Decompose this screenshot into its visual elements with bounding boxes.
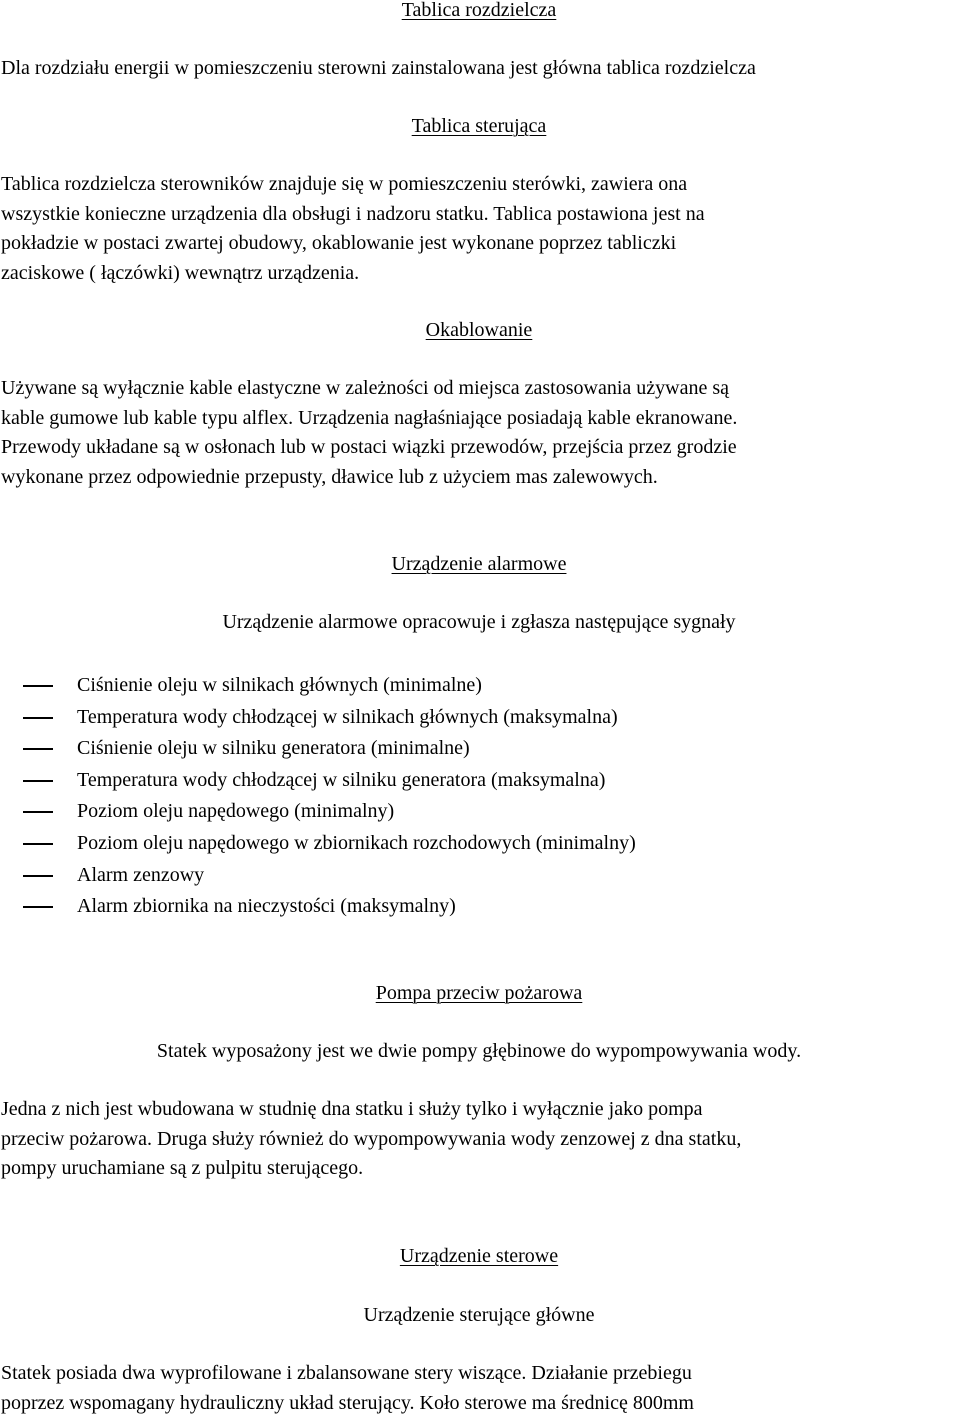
steering-subtitle: Urządzenie sterujące główne: [363, 1304, 595, 1326]
heading-cabling: Okablowanie: [425, 319, 533, 341]
paragraph-line: pompy uruchamiane są z pulpitu sterującego.: [1, 1157, 364, 1179]
heading-control-panel: Tablica sterująca: [411, 115, 547, 137]
fire-pump-intro: Statek wyposażony jest we dwie pompy głębinowe do wypompowywania wody.: [156, 1040, 802, 1062]
paragraph-line: wykonane przez odpowiednie przepusty, dławice lub z użyciem mas zalewowych.: [1, 465, 658, 488]
paragraph-line: wszystkie konieczne urządzenia dla obsługi i nadzoru statku. Tablica postawiona jest na: [1, 202, 705, 225]
paragraph-cabling: [0, 374, 958, 492]
paragraph-distribution-board: [0, 54, 958, 84]
alarm-signal-item: [0, 828, 958, 860]
paragraph-line: Używane są wyłącznie kable elastyczne w zależności od miejsca zastosowania używane są: [1, 377, 730, 399]
dash-bullet: [23, 748, 53, 750]
dash-bullet: [23, 780, 53, 782]
alarm-signal-item: [0, 702, 958, 734]
alarm-signal-item: [0, 670, 958, 702]
alarm-signal-item: [0, 860, 958, 892]
dash-bullet: [23, 875, 53, 877]
alarm-signal-text: Ciśnienie oleju w silniku generatora (minimalne): [77, 737, 470, 760]
paragraph-line: Statek posiada dwa wyprofilowane i zbalansowane stery wiszące. Działanie przebiegu: [1, 1362, 692, 1384]
paragraph-line: Tablica rozdzielcza sterowników znajduje się w pomieszczeniu sterówki, zawiera ona: [1, 173, 688, 195]
alarm-signal-item: [0, 891, 958, 923]
alarm-signal-text: Alarm zbiornika na nieczystości (maksymalny): [77, 895, 456, 918]
alarm-signal-text: Alarm zenzowy: [77, 863, 205, 886]
paragraph-line: zaciskowe ( łączówki) wewnątrz urządzenia.: [1, 261, 360, 284]
paragraph-line: Przewody układane są w osłonach lub w postaci wiązki przewodów, przejścia przez grodzie: [1, 436, 737, 458]
paragraph-line: Jedna z nich jest wbudowana w studnię dna statku i służy tylko i wyłącznie jako pompa: [1, 1098, 703, 1120]
dash-bullet: [23, 843, 53, 845]
alarm-signal-item: [0, 765, 958, 797]
dash-bullet: [23, 685, 53, 687]
heading-distribution-board: Tablica rozdzielcza: [401, 0, 557, 21]
alarm-signal-text: Ciśnienie oleju w silnikach głównych (minimalne): [77, 674, 482, 696]
paragraph-line: kable gumowe lub kable typu alflex. Urządzenia nagłaśniające posiadają kable ekranowane.: [1, 406, 738, 429]
alarm-signal-item: [0, 796, 958, 828]
paragraph-line: przeciw pożarowa. Druga służy również do wypompowywania wody zenzowej z dna statku,: [1, 1127, 742, 1150]
heading-steering-gear: Urządzenie sterowe: [399, 1245, 559, 1267]
dash-bullet: [23, 811, 53, 813]
alarm-intro: Urządzenie alarmowe opracowuje i zgłasza następujące sygnały: [222, 611, 736, 633]
dash-bullet: [23, 717, 53, 719]
alarm-signal-text: Poziom oleju napędowego w zbiornikach rozchodowych (minimalny): [77, 831, 636, 854]
paragraph-fire-pump: [0, 1095, 958, 1184]
alarm-signal-text: Temperatura wody chłodzącej w silnikach głównych (maksymalna): [77, 705, 618, 728]
heading-alarm-device: Urządzenie alarmowe: [391, 553, 567, 575]
alarm-signal-list: [0, 670, 958, 923]
alarm-signal-text: Temperatura wody chłodzącej w silniku generatora (maksymalna): [77, 768, 606, 791]
paragraph-control-panel: [0, 170, 958, 288]
dash-bullet: [23, 906, 53, 908]
alarm-signal-item: [0, 733, 958, 765]
paragraph-line: Dla rozdziału energii w pomieszczeniu sterowni zainstalowana jest główna tablica rozdzielcza: [1, 57, 756, 79]
paragraph-line: poprzez wspomagany hydrauliczny układ sterujący. Koło sterowe ma średnicę 800mm: [1, 1391, 694, 1414]
heading-fire-pump: Pompa przeciw pożarowa: [375, 982, 583, 1004]
alarm-signal-text: Poziom oleju napędowego (minimalny): [77, 800, 395, 823]
paragraph-steering: [0, 1359, 958, 1418]
paragraph-line: pokładzie w postaci zwartej obudowy, okablowanie jest wykonane poprzez tabliczki: [1, 232, 677, 254]
